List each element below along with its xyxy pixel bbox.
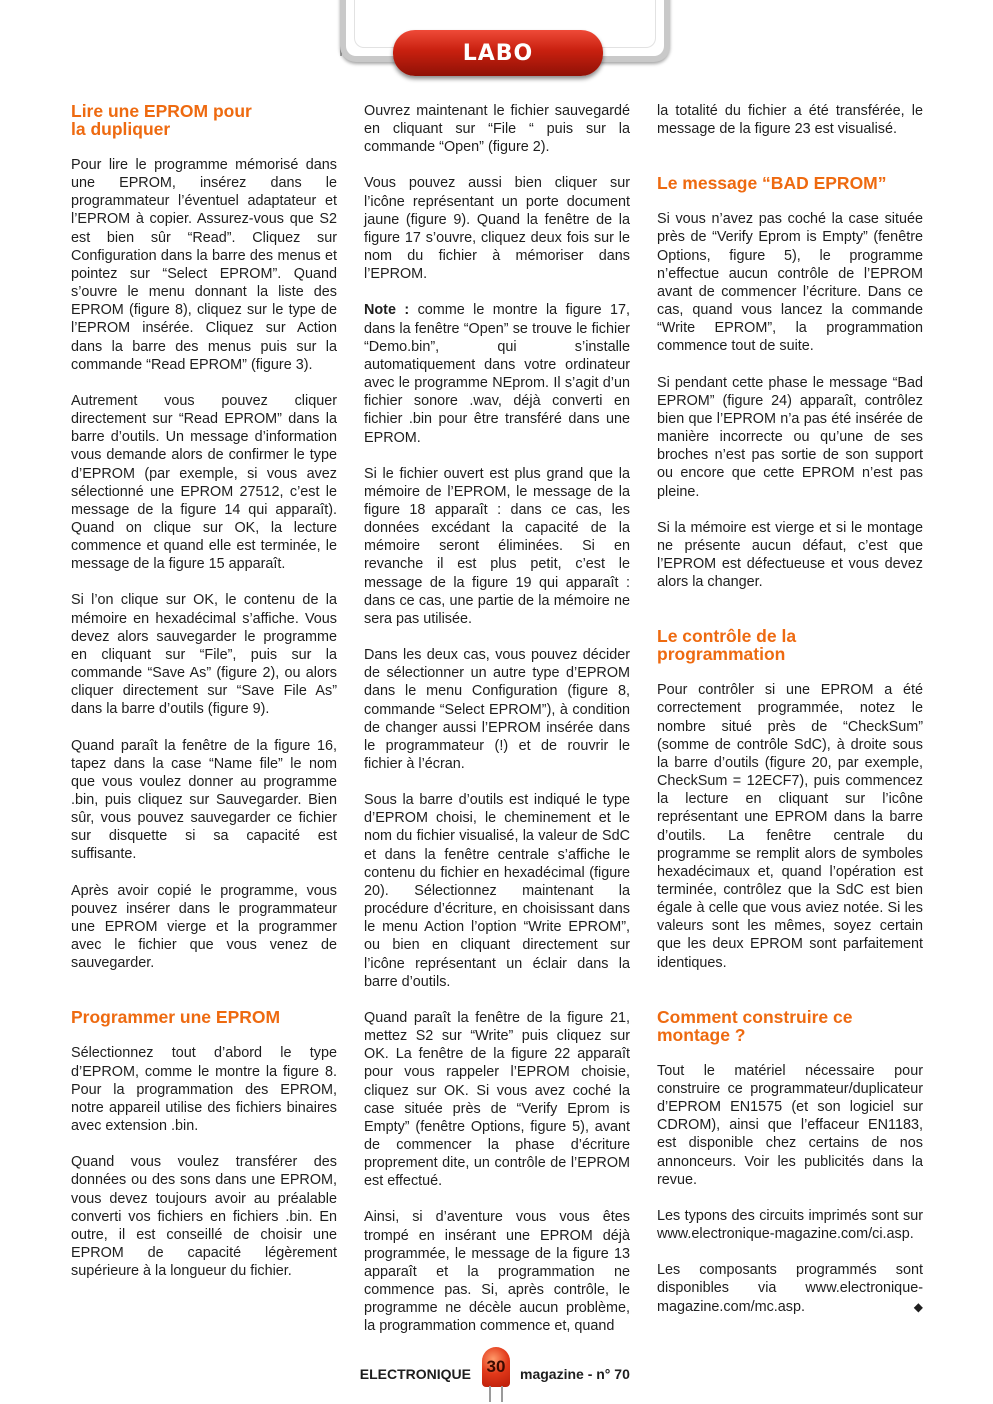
paragraph: Pour contrôler si une EPROM a été correctement programmée, notez le nombre situé près de “CheckSum” (somme de contrôle SdC), à droite sous la barre d’outils (figure 20, par exemple, CheckSum = 12ECF7), puis commencez la lecture en cliquant sur l’icône représentant une EPROM dans la barre d’outils. La fenêtre centrale du programme se remplit alors de symboles hexadécimaux et, quand l’opération est terminée, contrôlez que la SdC est bien égale à celle que vous aviez notée. Si les valeurs sont les mêmes, soyez certain que les deux EPROM sont parfaitement identiques. (657, 682, 923, 971)
paragraph: Ainsi, si d’aventure vous vous êtes trompé en insérant une EPROM déjà programmée, le message de la figure 13 apparaît et la programmation ne commence pas. Si, après contrôle, le programme ne décèle aucun problème, la programmation commence et, quand (364, 1209, 630, 1335)
paragraph: Dans les deux cas, vous pouvez décider de sélectionner un autre type d’EPROM dans le menu Configuration (figure 8, commande “Select EPROM”), à condition de changer aussi l’EPROM insérée dans le programmateur (!) et de rouvrir le fichier à l’écran. (364, 647, 630, 772)
paragraph: Si le fichier ouvert est plus grand que la mémoire de l’EPROM, le message de la figure 18 apparaît : dans ce cas, les données excédant la capacité de la mémoire seront éliminées. Si en revanche il est plus petit, c’est le message de la figure 19 qui apparaît : dans ce cas, une partie de la mémoire ne sera pas utilisée. (364, 465, 630, 627)
column-1 (71, 102, 337, 1298)
note-label: Note : (364, 302, 410, 319)
paragraph: Si l’on clique sur OK, le contenu de la mémoire en hexadécimal s’affiche. Vous devez alors sauvegarder le programme en cliquant sur “File”, puis sur la commande “Save As” (figure 2), ou alors cliquer directement sur “Save File As” dans la barre d’outils (figure 9). (71, 592, 337, 718)
page-number-led-icon (482, 1347, 510, 1387)
paragraph: Si vous n’avez pas coché la case située près de “Verify Eprom is Empty” (fenêtre Options, figure 5), le programme n’effectue aucun contrôle de l’EPROM avant de commencer l’écriture. Dans ce cas, quand vous lancez la commande “Write EPROM”, la programmation commence tout de suite. (657, 211, 923, 355)
paragraph: Quand paraît la fenêtre de la figure 16, tapez dans la case “Name file” le nom que vous voulez donner au programme .bin, puis cliquez sur Sauvegarder. Bien sûr, vous pouvez sauvegarder ce fichier sur disquette si sa capacité est suffisante. (71, 737, 337, 863)
paragraph: Sous la barre d’outils est indiqué le type d’EPROM choisi, le cheminement et le nom du fichier visualisé, la valeur de SdC et dans la fenêtre centrale s’affiche le contenu du fichier en hexadécimal (figure 20). Sélectionnez maintenant la procédure d’écriture, en choisissant dans le menu Action l’option “Write EPROM”, ou bien en cliquant directement sur l’icône représentant un éclair dans la barre d’outils. (364, 792, 630, 990)
paragraph: Après avoir copié le programme, vous pouvez insérer dans le programmateur une EPROM vierge et la programmer avec le fichier que vous venez de sauvegarder. (71, 882, 337, 972)
heading-construire-montage: Comment construire ce montage ? (657, 1006, 853, 1045)
paragraph: Si la mémoire est vierge et si le montage ne présente aucun défaut, c’est que l’EPROM est défectueuse et vous devez alors la changer. (657, 519, 923, 591)
paragraph-note (364, 301, 630, 446)
page-number: 30 (486, 1357, 506, 1376)
paragraph: Tout le matériel nécessaire pour construire ce programmateur/duplicateur d’EPROM EN1575 (et son logiciel sur CDROM), ainsi que l’effaceur EN1183, est disponible chez certains de nos annonceurs. Voir les publicités dans la revue. (657, 1062, 923, 1188)
heading-bad-eprom: Le message “BAD EPROM” (657, 173, 887, 194)
column-3 (657, 102, 923, 1334)
led-leg-left (489, 1386, 491, 1402)
heading-programmer-eprom: Programmer une EPROM (71, 1007, 281, 1028)
footer-issue: magazine - n° 70 (520, 1366, 630, 1382)
paragraph: Sélectionnez tout d’abord le type d’EPROM, comme le montre la figure 8. Pour la programmation des EPROM, notre appareil utilise des fichiers binaires avec extension .bin. (71, 1045, 337, 1135)
paragraph: Pour lire le programme mémorisé dans une EPROM, insérez dans le programmateur l’éventuel adaptateur et l’EPROM à copier. Assurez-vous que S2 est bien sûr “Read”. Cliquez sur Configuration dans la barre des menus et pointez sur “Select EPROM”. Quand s’ouvre le menu donnant la liste des EPROM (figure 8), cliquez sur le type de l’EPROM insérée. Cliquez sur Action dans la barre des menus puis sur la commande “Read EPROM” (figure 3). (71, 157, 337, 373)
paragraph: la totalité du fichier a été transférée, le message de la figure 23 est visualisé. (657, 103, 923, 138)
note-text: comme le montre la figure 17, dans la fenêtre “Open” se trouve le fichier “Demo.bin”, qui s’installe automatiquement dans votre ordinateur avec le programme NEprom. Il s’agit d’un fichier sonore .wav, déjà converti en fichier .bin pour être transféré dans une EPROM. (364, 302, 630, 446)
section-tab-labo (393, 30, 603, 76)
paragraph: Quand vous voulez transférer des données ou des sons dans une EPROM, vous devez toujours avoir au préalable converti vos fichiers en fichiers .bin. En outre, il est conseillé de choisir une EPROM de capacité légèrement supérieure à la longueur du fichier. (71, 1154, 337, 1280)
paragraph-last (657, 1261, 923, 1315)
section-tab-label: LABO (462, 40, 534, 66)
paragraph: Si pendant cette phase le message “Bad EPROM” (figure 24) apparaît, contrôlez bien que l’EPROM n’a pas été insérée de manière incorrecte ou qu’une de ses broches n’est pas sortie de son support ou encore que cette EPROM n’est pas pleine. (657, 374, 923, 500)
last-text: Les composants programmés sont disponibles via www.electronique-magazine.com/mc.asp. (657, 1262, 923, 1315)
paragraph: Autrement vous pouvez cliquer directement sur “Read EPROM” dans la barre d’outils. Un message d’information vous demande alors de confirmer le type d’EPROM (par exemple, si vous avez sélectionné une EPROM 27512, c’est le message de la figure 14 qui apparaît). Quand on clique sur OK, la lecture commence et quand elle est terminée, le message de la figure 15 apparaît. (71, 392, 337, 573)
end-of-article-icon: ◆ (913, 1299, 923, 1314)
paragraph: Quand paraît la fenêtre de la figure 21, mettez S2 sur “Write” puis cliquez sur OK. La fenêtre de la figure 22 apparaît pour vous rappeler l’EPROM choisie, cliquez sur OK. Si vous avez coché la case située près de “Verify Eprom is Empty” (fenêtre Options, figure 5), avant de commencer la phase d’écriture proprement dite, un contrôle de l’EPROM est effectué. (364, 1009, 630, 1190)
column-2 (364, 102, 630, 1354)
paragraph: Ouvrez maintenant le fichier sauvegardé en cliquant sur “File “ puis sur la commande “Open” (figure 2). (364, 103, 630, 156)
heading-controle-programmation: Le contrôle de la programmation (657, 626, 797, 665)
paragraph: Vous pouvez aussi bien cliquer sur l’icône représentant un porte document jaune (figure 9). Quand la fenêtre de la figure 17 s’ouvre, cliquez deux fois sur le nom du fichier à mémoriser dans l’EPROM. (364, 175, 630, 283)
led-leg-right (501, 1386, 503, 1402)
footer-magazine-name: ELECTRONIQUE (359, 1366, 471, 1382)
heading-lire-eprom: Lire une EPROM pour la dupliquer (71, 101, 252, 139)
paragraph: Les typons des circuits imprimés sont sur www.electronique-magazine.com/ci.asp. (657, 1207, 923, 1243)
